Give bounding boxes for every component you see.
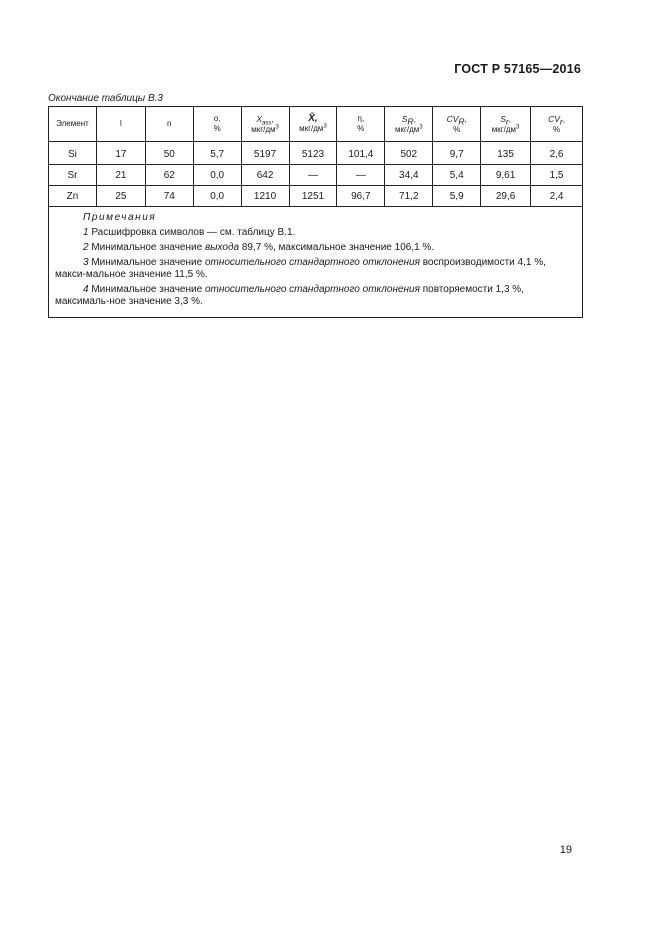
col-header-cv-r-big: $CV_R$, % — [433, 107, 481, 142]
table-cell: 50 — [145, 142, 193, 165]
col-header-n: n — [145, 107, 193, 142]
note-4: 4 Минимальное значение относительного стандартного отклонения повторяемости 1,3 %, максималь-ное значение 3,3 %. — [55, 284, 524, 307]
col-header-x-ass: $X_{ass}$, мкг/$дм^3$ — [241, 107, 289, 142]
col-header-s-r-small: $S_r$, мкг/$дм^3$ — [481, 107, 531, 142]
table-cell: 2,4 — [531, 186, 583, 207]
note-2: 2 Минимальное значение выхода 89,7 %, максимальное значение 106,1 %. — [83, 242, 435, 253]
table-header-row — [49, 107, 583, 142]
table-cell: 0,0 — [193, 186, 241, 207]
table-row — [49, 165, 583, 186]
table-cell: 5197 — [241, 142, 289, 165]
col-header-x-mean: X̄, мкг/$дм^3$ — [289, 107, 337, 142]
col-header-l: l — [96, 107, 145, 142]
table-cell: 9,61 — [481, 165, 531, 186]
col-header-eta: η, % — [337, 107, 385, 142]
table-cell: 5,7 — [193, 142, 241, 165]
table-cell: — — [337, 165, 385, 186]
table-cell: 17 — [96, 142, 145, 165]
table-cell: 1251 — [289, 186, 337, 207]
page-number: 19 — [559, 844, 572, 856]
table-cell: 1,5 — [531, 165, 583, 186]
notes-row — [49, 207, 583, 318]
table-caption: Окончание таблицы В.3 — [48, 93, 163, 104]
table-cell: 5123 — [289, 142, 337, 165]
table-row — [49, 142, 583, 165]
notes-cell — [49, 207, 583, 318]
col-header-o: o, % — [193, 107, 241, 142]
note-1: 1 Расшифровка символов — см. таблицу В.1. — [83, 227, 296, 238]
table-cell: Si — [49, 142, 97, 165]
table-cell: 34,4 — [385, 165, 433, 186]
table-cell: 502 — [385, 142, 433, 165]
note-3: 3 Минимальное значение относительного стандартного отклонения воспроизводимости 4,1 %, макси-мальное значение 11,5 %. — [55, 257, 546, 280]
table-cell: 5,9 — [433, 186, 481, 207]
col-header-element: Элемент — [49, 107, 97, 142]
notes-title: Примечания — [83, 212, 157, 223]
table-cell: 62 — [145, 165, 193, 186]
table-cell: 1210 — [241, 186, 289, 207]
table-cell: 0,0 — [193, 165, 241, 186]
table-cell: 71,2 — [385, 186, 433, 207]
table-cell: 135 — [481, 142, 531, 165]
table-cell: 29,6 — [481, 186, 531, 207]
table-cell: — — [289, 165, 337, 186]
table-cell: 21 — [96, 165, 145, 186]
table-cell: 25 — [96, 186, 145, 207]
table-cell: 9,7 — [433, 142, 481, 165]
table-cell: 74 — [145, 186, 193, 207]
table-row — [49, 186, 583, 207]
table-cell: Zn — [49, 186, 97, 207]
table-cell: 2,6 — [531, 142, 583, 165]
table-cell: Sr — [49, 165, 97, 186]
document-standard-header: ГОСТ Р 57165—2016 — [454, 62, 581, 76]
table-cell: 5,4 — [433, 165, 481, 186]
table-cell: 101,4 — [337, 142, 385, 165]
table-cell: 642 — [241, 165, 289, 186]
col-header-cv-r-small: $CV_r$, % — [531, 107, 583, 142]
results-table — [48, 106, 583, 318]
table-cell: 96,7 — [337, 186, 385, 207]
col-header-s-r-big: $S_R$, мкг/$дм^3$ — [385, 107, 433, 142]
